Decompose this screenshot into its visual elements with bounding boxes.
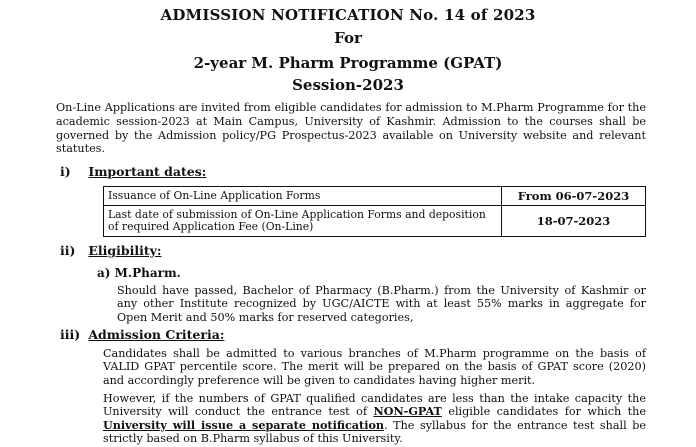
programme-title: 2-year M. Pharm Programme (GPAT) — [193, 54, 503, 72]
intro-paragraph: On-Line Applications are invited from eligible candidates for admission to M.Pharm Programme for the academic session-2023 at Main Campus, University of Kashmir. Admission to the courses shall be governed by the Admission policy/PG Prospectus-2023 available on University website and relevant statutes. — [56, 101, 646, 156]
table-cell-date: From 06-07-2023 — [502, 187, 646, 206]
criteria-paragraph-1: Candidates shall be admitted to various branches of M.Pharm programme on the basis of VALID GPAT percentile score. The merit will be prepared on the basis of GPAT score (2020) and accordingly preference will be given to candidates having higher merit. — [103, 347, 646, 387]
criteria-text: However, if the numbers of GPAT qualified candidates are less than the intake capacity the University will conduct the entrance test of — [103, 392, 646, 419]
section-admission-criteria — [60, 327, 224, 342]
section-number: ii) — [60, 243, 76, 258]
section-number: i) — [60, 164, 71, 179]
dates-table — [103, 186, 646, 237]
table-cell-event: Last date of submission of On-Line Application Forms and deposition of required Application Fee (On-Line) — [104, 206, 502, 237]
section-heading: Eligibility: — [88, 243, 162, 258]
section-eligibility — [60, 243, 162, 258]
non-gpat-emphasis: NON-GPAT — [373, 404, 442, 419]
section-number: iii) — [60, 327, 81, 342]
section-heading: Admission Criteria: — [88, 327, 225, 342]
criteria-text: . The syllabus for the entrance test shall be strictly based on B.Pharm syllabus of this University. — [103, 418, 646, 446]
table-cell-event: Issuance of On-Line Application Forms — [104, 187, 502, 206]
separate-notification-emphasis: University will issue a separate notification — [103, 417, 385, 432]
for-label: For — [334, 29, 362, 47]
session-title: Session-2023 — [292, 76, 404, 94]
eligibility-text: Should have passed, Bachelor of Pharmacy (B.Pharm.) from the University of Kashmir or any other Institute recognized by UGC/AICTE with at least 55% marks in aggregate for Open Merit and 50% marks for reserved categories, — [117, 284, 646, 324]
table-cell-date: 18-07-2023 — [502, 206, 646, 237]
eligibility-subheading: a) M.Pharm. — [97, 266, 181, 280]
section-important-dates — [60, 164, 206, 179]
table-row — [104, 206, 646, 237]
criteria-text: eligible candidates for which the — [441, 405, 646, 419]
section-heading: Important dates: — [88, 164, 207, 179]
notification-title: ADMISSION NOTIFICATION No. 14 of 2023 — [160, 6, 536, 24]
criteria-paragraph-2 — [103, 392, 646, 446]
table-row — [104, 187, 646, 206]
